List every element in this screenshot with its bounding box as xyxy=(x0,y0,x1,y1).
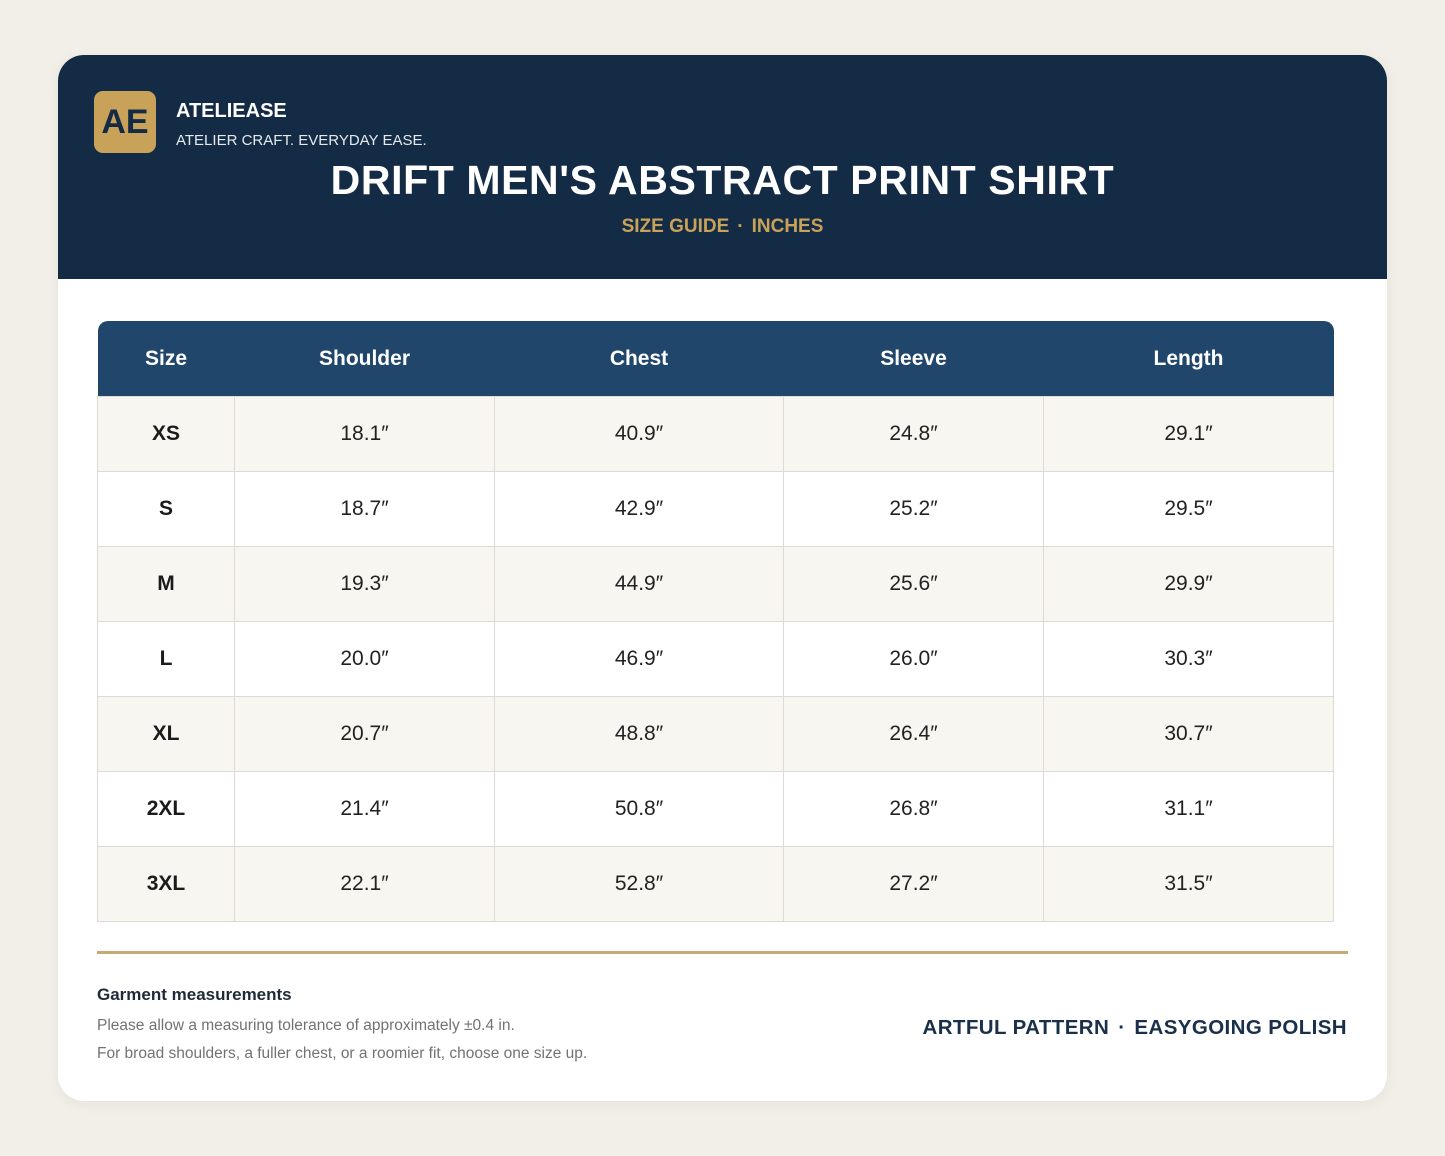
sleeve-cell: 26.4″ xyxy=(784,697,1044,772)
table-row xyxy=(98,697,1334,772)
table-row xyxy=(98,622,1334,697)
chest-cell: 44.9″ xyxy=(495,547,784,622)
brand-tagline: ATELIER CRAFT. EVERYDAY EASE. xyxy=(176,132,427,149)
table-row xyxy=(98,547,1334,622)
sleeve-cell: 24.8″ xyxy=(784,397,1044,472)
shoulder-cell: 20.7″ xyxy=(235,697,495,772)
chest-cell: 52.8″ xyxy=(495,847,784,922)
shoulder-cell: 20.0″ xyxy=(235,622,495,697)
header-banner xyxy=(58,55,1387,279)
sleeve-cell: 26.0″ xyxy=(784,622,1044,697)
table-row xyxy=(98,472,1334,547)
notes-title: Garment measurements xyxy=(97,985,292,1004)
table-row xyxy=(98,397,1334,472)
page-subtitle xyxy=(58,216,1387,238)
size-cell: L xyxy=(98,622,235,697)
table-row xyxy=(98,772,1334,847)
size-cell: 3XL xyxy=(98,847,235,922)
chest-cell: 46.9″ xyxy=(495,622,784,697)
gold-divider xyxy=(97,951,1348,954)
size-cell: 2XL xyxy=(98,772,235,847)
footer-separator: · xyxy=(1118,1016,1126,1039)
brand-logo: AE xyxy=(94,91,156,153)
footer-tagline-left: ARTFUL PATTERN xyxy=(922,1016,1110,1039)
shoulder-cell: 22.1″ xyxy=(235,847,495,922)
shoulder-cell: 18.1″ xyxy=(235,397,495,472)
length-cell: 30.7″ xyxy=(1044,697,1334,772)
size-table-container xyxy=(97,321,1333,922)
page-title: DRIFT MEN'S ABSTRACT PRINT SHIRT xyxy=(330,157,1115,203)
shoulder-cell: 19.3″ xyxy=(235,547,495,622)
size-cell: M xyxy=(98,547,235,622)
length-cell: 29.1″ xyxy=(1044,397,1334,472)
column-header-size: Size xyxy=(98,321,235,397)
chest-cell: 48.8″ xyxy=(495,697,784,772)
length-cell: 31.1″ xyxy=(1044,772,1334,847)
table-header-row xyxy=(98,321,1334,397)
subtitle-size-guide: SIZE GUIDE xyxy=(621,216,730,237)
notes-fit-advice: For broad shoulders, a fuller chest, or a roomier fit, choose one size up. xyxy=(97,1045,588,1062)
table-row xyxy=(98,847,1334,922)
shoulder-cell: 21.4″ xyxy=(235,772,495,847)
size-cell: S xyxy=(98,472,235,547)
size-table xyxy=(97,321,1334,922)
sleeve-cell: 25.6″ xyxy=(784,547,1044,622)
size-guide-card xyxy=(58,55,1387,1101)
length-cell: 29.5″ xyxy=(1044,472,1334,547)
subtitle-units: INCHES xyxy=(751,216,824,237)
sleeve-cell: 27.2″ xyxy=(784,847,1044,922)
chest-cell: 42.9″ xyxy=(495,472,784,547)
column-header-shoulder: Shoulder xyxy=(235,321,495,397)
sleeve-cell: 26.8″ xyxy=(784,772,1044,847)
chest-cell: 50.8″ xyxy=(495,772,784,847)
length-cell: 30.3″ xyxy=(1044,622,1334,697)
size-cell: XL xyxy=(98,697,235,772)
sleeve-cell: 25.2″ xyxy=(784,472,1044,547)
column-header-length: Length xyxy=(1044,321,1334,397)
footer-tagline-right: EASYGOING POLISH xyxy=(1134,1016,1347,1039)
footer-tagline xyxy=(923,1016,1347,1040)
size-cell: XS xyxy=(98,397,235,472)
column-header-chest: Chest xyxy=(495,321,784,397)
notes-tolerance: Please allow a measuring tolerance of approximately ±0.4 in. xyxy=(97,1017,515,1034)
length-cell: 31.5″ xyxy=(1044,847,1334,922)
length-cell: 29.9″ xyxy=(1044,547,1334,622)
column-header-sleeve: Sleeve xyxy=(784,321,1044,397)
shoulder-cell: 18.7″ xyxy=(235,472,495,547)
chest-cell: 40.9″ xyxy=(495,397,784,472)
brand-name: ATELIEASE xyxy=(176,100,287,122)
subtitle-separator: · xyxy=(737,216,744,237)
